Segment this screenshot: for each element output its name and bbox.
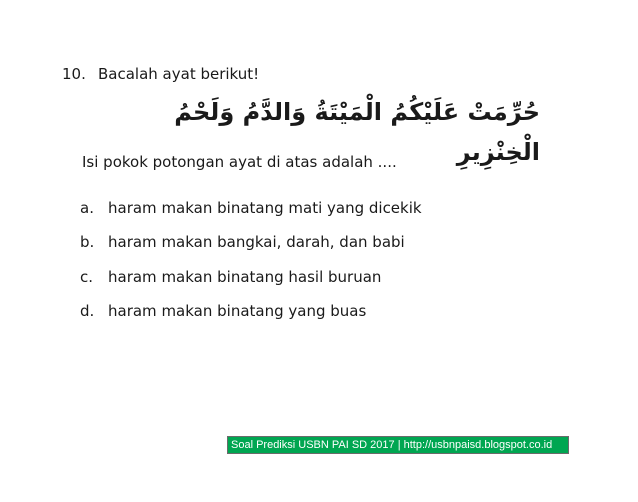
option-text: haram makan binatang yang buas (108, 302, 367, 320)
option-letter: a. (80, 199, 94, 217)
question-number: 10. (62, 65, 86, 83)
option-text: haram makan binatang hasil buruan (108, 268, 382, 286)
question-prompt: Isi pokok potongan ayat di atas adalah .... (82, 153, 397, 171)
option-text: haram makan bangkai, darah, dan babi (108, 233, 405, 251)
option-text: haram makan binatang mati yang dicekik (108, 199, 422, 217)
footer-banner (227, 436, 569, 454)
option-letter: c. (80, 268, 94, 286)
option-d (80, 301, 366, 321)
option-letter: b. (80, 233, 95, 251)
option-c (80, 267, 381, 287)
option-a (80, 198, 422, 218)
arabic-verse: حُرِّمَتْ عَلَيْكُمُ الْمَيْتَةُ وَالدَّمُ وَلَحْمُ الْخِنْزِيرِ (174, 98, 540, 166)
footer-text: Soal Prediksi USBN PAI SD 2017 | http://usbnpaisd.blogspot.co.id (231, 439, 553, 451)
option-letter: d. (80, 302, 95, 320)
option-b (80, 232, 405, 252)
question-instruction: Bacalah ayat berikut! (98, 65, 260, 83)
